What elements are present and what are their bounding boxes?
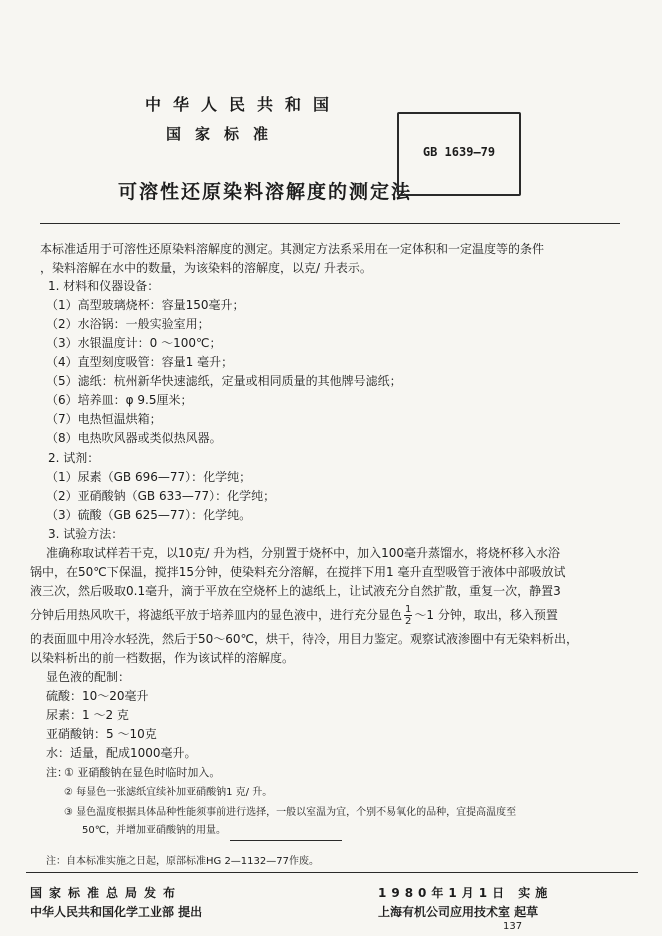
method-line-4b: ～1 分钟，取出，移入预置: [414, 608, 558, 622]
note-item: ② 每显色一张滤纸宜续补加亚硝酸钠1 克/ 升。: [64, 787, 273, 798]
note-item: ① 亚硝酸钠在显色时临时加入。: [64, 766, 221, 779]
effective-date-line: 1980年1月1日 实施: [378, 886, 553, 900]
top-divider: [40, 223, 620, 224]
page-number: 137: [503, 921, 523, 932]
fraction-denominator: 2: [405, 616, 412, 627]
footnote: 注：自本标准实施之日起，原部标准HG 2—1132—77作废。: [46, 856, 319, 867]
drafter-line: 上海有机公司应用技术室 起草: [378, 905, 539, 919]
note-item-continuation: 50℃，并增加亚硝酸钠的用量。: [82, 825, 226, 836]
method-line-6: 以染料析出的前一档数据，作为该试样的溶解度。: [30, 651, 295, 665]
list-item: （7）电热恒温烘箱；: [46, 412, 162, 426]
standard-type: 国家标准: [166, 125, 283, 143]
notes-label: 注：: [46, 766, 68, 779]
footnote-divider: [230, 840, 342, 841]
proposer-line: 中华人民共和国化学工业部 提出: [30, 905, 203, 919]
list-item: （5）滤纸：杭州新华快速滤纸，定量或相同质量的其他牌号滤纸；: [46, 374, 402, 388]
list-item: （1）高型玻璃烧杯：容量150毫升；: [46, 298, 245, 312]
standard-code: GB 1639—79: [422, 145, 496, 159]
section-1-heading: 1. 材料和仪器设备：: [48, 279, 160, 293]
list-item: （8）电热吹风器或类似热风器。: [46, 431, 222, 445]
note-item: ③ 显色温度根据具体品种性能须事前进行选择，一般以室温为宜，个别不易氧化的品种，宜提高温度至: [64, 807, 517, 818]
list-item: （1）尿素（GB 696—77）：化学纯；: [46, 470, 252, 484]
list-item: （4）直型刻度吸管：容量1 毫升；: [46, 355, 234, 369]
fraction-half: [404, 604, 412, 627]
document-title: 可溶性还原染料溶解度的测定法: [118, 181, 413, 203]
list-item: （2）水浴锅：一般实验室用；: [46, 317, 210, 331]
reagent-item: 尿素：1 ～2 克: [46, 708, 129, 722]
method-line-2: 锅中，在50℃下保温，搅拌15分钟，使染料充分溶解，在搅拌下用1 毫升直型吸管于液体中部吸放试: [30, 565, 566, 579]
fraction-numerator: 1: [405, 604, 412, 615]
list-item: （3）水银温度计：0 ～100℃；: [46, 336, 222, 350]
reagent-item: 水：适量，配成1000毫升。: [46, 746, 197, 760]
method-line-1: 准确称取试样若干克，以10克/ 升为档，分别置于烧杯中，加入100毫升蒸馏水，将烧杯移入水浴: [46, 546, 561, 560]
method-line-3: 液三次，然后吸取0.1毫升，滴于平放在空烧杯上的滤纸上，让试液充分自然扩散，重复一次，静置3: [30, 584, 561, 598]
list-item: （2）亚硝酸钠（GB 633—77）：化学纯；: [46, 489, 276, 503]
method-line-4: [30, 604, 558, 627]
reagent-item: 硫酸：10～20毫升: [46, 689, 149, 703]
standard-code-box: [397, 112, 521, 196]
section-3-heading: 3. 试验方法：: [48, 527, 124, 541]
section-2-heading: 2. 试剂：: [48, 451, 100, 465]
intro-line-1: 本标准适用于可溶性还原染料溶解度的测定。其测定方法系采用在一定体积和一定温度等的条件: [40, 242, 545, 256]
list-item: （3）硫酸（GB 625—77）：化学纯。: [46, 508, 252, 522]
list-item: （6）培养皿：φ 9.5厘米；: [46, 393, 193, 407]
method-line-4a: 分钟后用热风吹干，将滤纸平放于培养皿内的显色液中，进行充分显色: [30, 608, 403, 622]
issuer-line: 国家标准总局发布: [30, 886, 183, 900]
reagent-item: 亚硝酸钠：5 ～10克: [46, 727, 157, 741]
footer-divider: [26, 872, 638, 873]
country-name: 中华人民共和国: [145, 95, 342, 114]
intro-line-2: ，染料溶解在水中的数量，为该染料的溶解度，以克/ 升表示。: [40, 261, 372, 275]
reagent-heading: 显色液的配制：: [46, 670, 131, 684]
method-line-5: 的表面皿中用冷水轻洗，然后于50～60℃，烘干，待冷，用目力鉴定。观察试液渗圈中有无染料析出，: [30, 632, 579, 646]
